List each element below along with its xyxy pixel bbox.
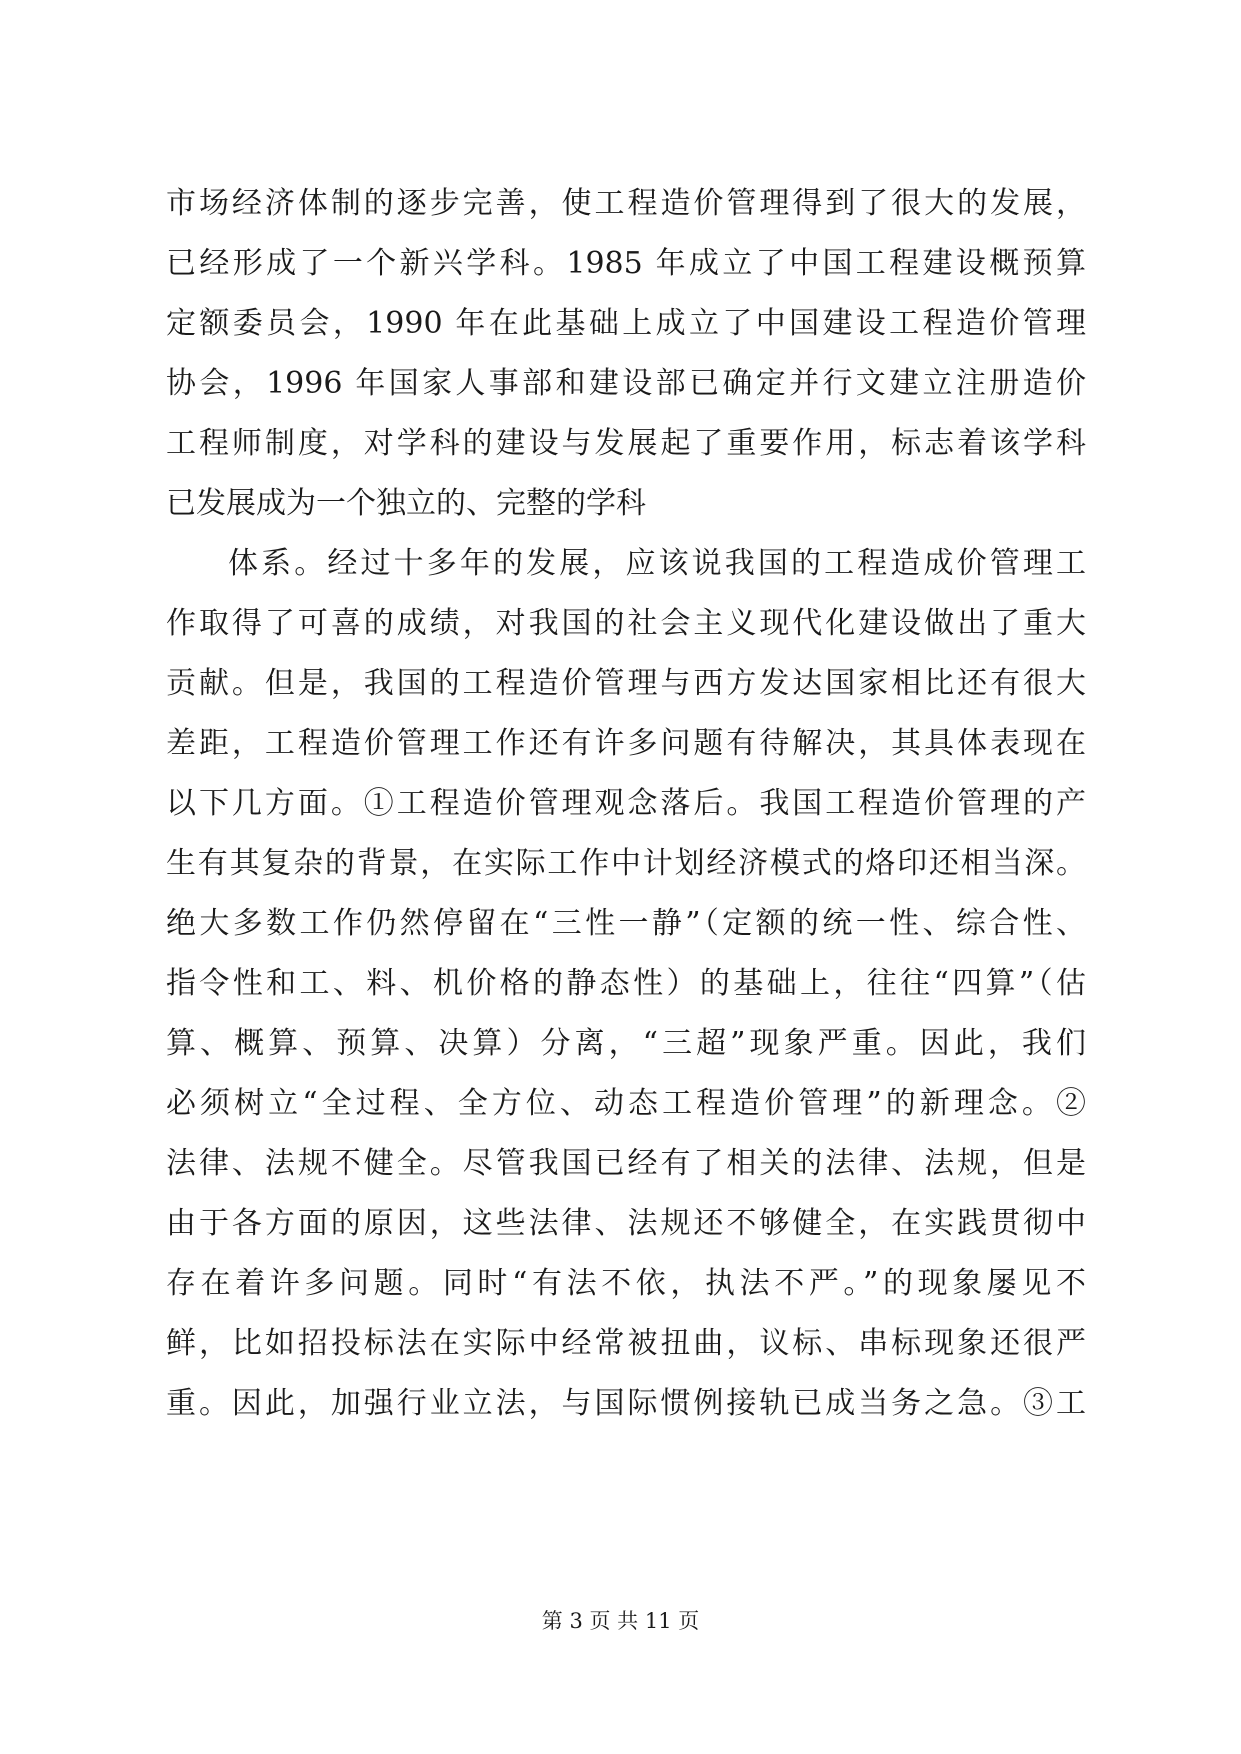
- text-line: 重。因此，加强行业立法，与国际惯例接轨已成当务之急。③工: [166, 1386, 1086, 1421]
- text-line: 定额委员会，1990 年在此基础上成立了中国建设工程造价管理: [166, 306, 1086, 341]
- paragraph-start-line: 体系。经过十多年的发展，应该说我国的工程造成价管理工: [228, 546, 1086, 581]
- text-line: 协会，1996 年国家人事部和建设部已确定并行文建立注册造价: [166, 366, 1086, 401]
- page-number-footer: 第 3 页 共 11 页: [541, 1609, 700, 1633]
- text-line: 必须树立“全过程、全方位、动态工程造价管理”的新理念。②: [166, 1086, 1086, 1121]
- text-line: 工程师制度，对学科的建设与发展起了重要作用，标志着该学科: [166, 426, 1086, 461]
- text-line: 已发展成为一个独立的、完整的学科: [166, 486, 646, 521]
- text-line: 市场经济体制的逐步完善，使工程造价管理得到了很大的发展，: [166, 186, 1086, 221]
- text-line: 由于各方面的原因，这些法律、法规还不够健全，在实践贯彻中: [166, 1206, 1086, 1241]
- text-line: 存在着许多问题。同时“有法不依，执法不严。”的现象屡见不: [166, 1266, 1086, 1301]
- text-line: 算、概算、预算、决算）分离，“三超”现象严重。因此，我们: [166, 1026, 1086, 1061]
- text-line: 以下几方面。①工程造价管理观念落后。我国工程造价管理的产: [166, 786, 1086, 821]
- text-line: 差距，工程造价管理工作还有许多问题有待解决，其具体表现在: [166, 726, 1086, 761]
- body-text: [166, 174, 1086, 1434]
- text-line: 作取得了可喜的成绩，对我国的社会主义现代化建设做出了重大: [166, 606, 1086, 641]
- text-line: 鲜，比如招投标法在实际中经常被扭曲，议标、串标现象还很严: [166, 1326, 1086, 1361]
- text-line: 绝大多数工作仍然停留在“三性一静”（定额的统一性、综合性、: [166, 906, 1086, 941]
- text-line: 贡献。但是，我国的工程造价管理与西方发达国家相比还有很大: [166, 666, 1086, 701]
- text-line: 法律、法规不健全。尽管我国已经有了相关的法律、法规，但是: [166, 1146, 1086, 1181]
- text-line: 指令性和工、料、机价格的静态性）的基础上，往往“四算”（估: [166, 966, 1086, 1001]
- text-line: 已经形成了一个新兴学科。1985 年成立了中国工程建设概预算: [166, 246, 1086, 281]
- text-line: 生有其复杂的背景，在实际工作中计划经济模式的烙印还相当深。: [166, 846, 1086, 881]
